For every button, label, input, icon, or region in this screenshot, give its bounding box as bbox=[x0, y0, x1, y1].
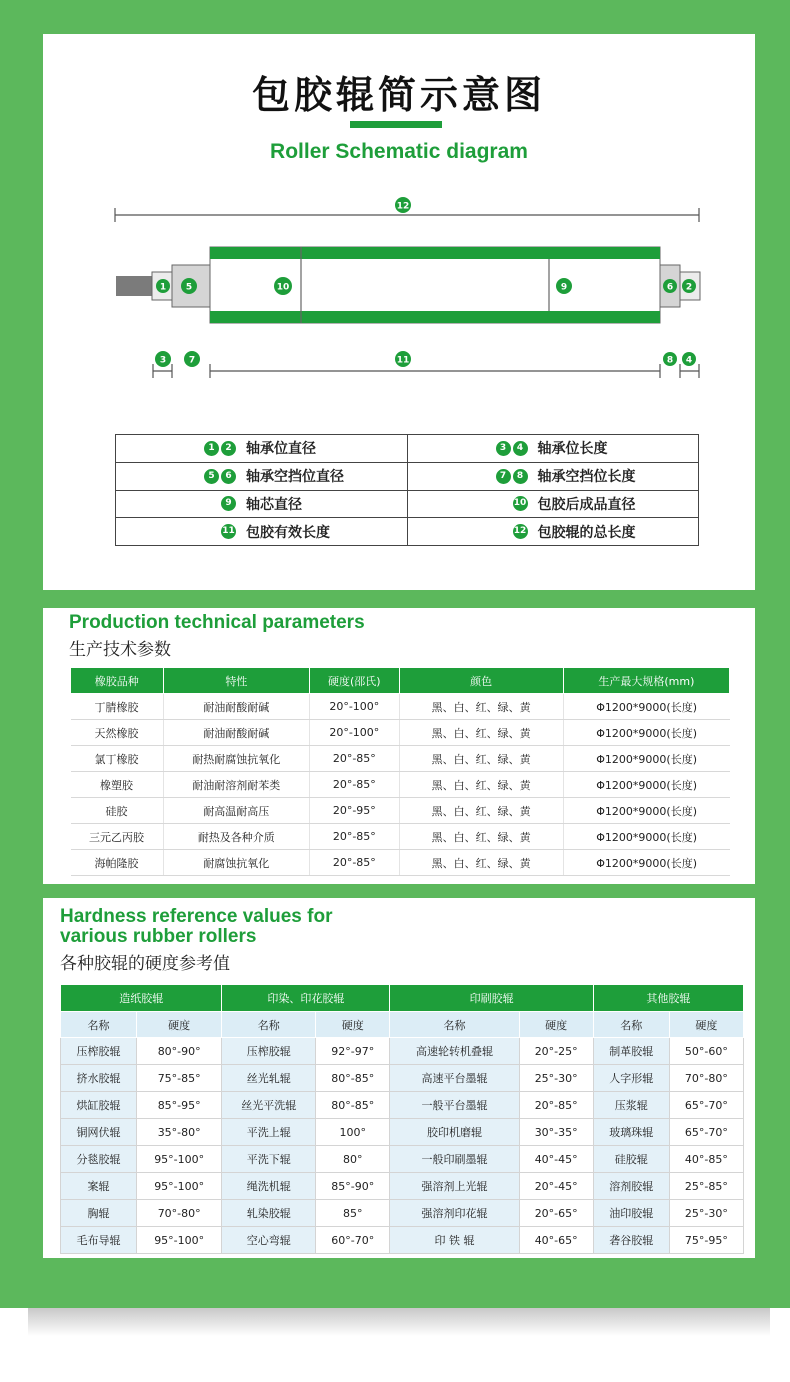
legend-numbers bbox=[116, 441, 246, 456]
hardness-value-cell: 40°-85° bbox=[669, 1146, 743, 1173]
parameters-cell: 耐油耐酸耐碱 bbox=[163, 720, 310, 746]
parameters-cell: 耐腐蚀抗氧化 bbox=[163, 850, 310, 876]
legend-cell bbox=[407, 435, 699, 463]
parameters-cell: 20°-85° bbox=[310, 850, 400, 876]
parameters-cell: Φ1200*9000(长度) bbox=[563, 824, 729, 850]
legend-number-badge: 4 bbox=[513, 441, 528, 456]
hardness-title-en-line1: Hardness reference values for bbox=[60, 906, 333, 927]
hardness-value-cell: 25°-85° bbox=[669, 1173, 743, 1200]
parameters-header-cell: 橡胶品种 bbox=[71, 668, 164, 694]
badge-11 bbox=[395, 351, 411, 367]
table-row bbox=[61, 1173, 744, 1200]
badge-5 bbox=[181, 278, 197, 294]
table-row bbox=[71, 798, 730, 824]
legend-item bbox=[408, 522, 699, 542]
svg-text:2: 2 bbox=[685, 282, 693, 293]
hardness-value-cell: 65°-70° bbox=[669, 1119, 743, 1146]
hardness-value-cell: 75°-95° bbox=[669, 1227, 743, 1254]
parameters-cell: 黑、白、红、绿、黄 bbox=[399, 694, 563, 720]
hardness-name-cell: 印 铁 辊 bbox=[390, 1227, 519, 1254]
legend-cell bbox=[116, 435, 408, 463]
badge-1 bbox=[156, 279, 170, 293]
hardness-name-cell: 丝光轧辊 bbox=[222, 1065, 316, 1092]
hardness-name-cell: 丝光平洗辊 bbox=[222, 1092, 316, 1119]
bottom-shadow bbox=[28, 1308, 770, 1336]
hardness-value-cell: 60°-70° bbox=[316, 1227, 390, 1254]
parameters-cell: 海帕隆胶 bbox=[71, 850, 164, 876]
hardness-value-cell: 95°-100° bbox=[136, 1173, 222, 1200]
table-row bbox=[71, 746, 730, 772]
legend-row bbox=[116, 518, 699, 546]
legend-number-badge: 11 bbox=[221, 524, 236, 539]
table-row bbox=[61, 1119, 744, 1146]
parameters-cell: 氯丁橡胶 bbox=[71, 746, 164, 772]
badge-8 bbox=[663, 352, 677, 366]
legend-number-badge: 12 bbox=[513, 524, 528, 539]
hardness-name-cell: 平洗下辊 bbox=[222, 1146, 316, 1173]
legend-text: 包胶后成品直径 bbox=[537, 496, 636, 513]
svg-text:9: 9 bbox=[560, 282, 568, 293]
parameters-header-cell: 特性 bbox=[163, 668, 310, 694]
hardness-group-header: 造纸胶辊 bbox=[61, 985, 222, 1012]
parameters-cell: 黑、白、红、绿、黄 bbox=[399, 720, 563, 746]
table-row bbox=[61, 1146, 744, 1173]
legend-numbers bbox=[408, 524, 538, 539]
parameters-cell: 20°-100° bbox=[310, 694, 400, 720]
hardness-value-cell: 65°-70° bbox=[669, 1092, 743, 1119]
legend-number-badge: 5 bbox=[204, 469, 219, 484]
badge-9 bbox=[556, 278, 572, 294]
hardness-name-cell: 高速轮转机叠辊 bbox=[390, 1038, 519, 1065]
parameters-cell: Φ1200*9000(长度) bbox=[563, 850, 729, 876]
parameters-cell: 耐高温耐高压 bbox=[163, 798, 310, 824]
table-row bbox=[61, 1200, 744, 1227]
hardness-value-cell: 20°-85° bbox=[519, 1092, 593, 1119]
legend-item bbox=[116, 438, 407, 458]
hardness-value-header: 硬度 bbox=[519, 1012, 593, 1038]
legend-cell bbox=[407, 490, 699, 518]
hardness-value-cell: 100° bbox=[316, 1119, 390, 1146]
legend-row bbox=[116, 462, 699, 490]
legend-item bbox=[116, 522, 407, 542]
parameters-card bbox=[43, 608, 755, 884]
hardness-name-cell: 轧染胶辊 bbox=[222, 1200, 316, 1227]
hardness-title-cn: 各种胶辊的硬度参考值 bbox=[60, 954, 230, 974]
parameters-cell: Φ1200*9000(长度) bbox=[563, 772, 729, 798]
parameters-cell: Φ1200*9000(长度) bbox=[563, 746, 729, 772]
legend-cell bbox=[116, 490, 408, 518]
hardness-value-cell: 35°-80° bbox=[136, 1119, 222, 1146]
badge-2 bbox=[682, 279, 696, 293]
hardness-value-cell: 85°-90° bbox=[316, 1173, 390, 1200]
hardness-name-cell: 毛布导辊 bbox=[61, 1227, 137, 1254]
hardness-value-cell: 80°-85° bbox=[316, 1065, 390, 1092]
hardness-name-cell: 空心弯辊 bbox=[222, 1227, 316, 1254]
legend-text: 轴承位直径 bbox=[246, 441, 316, 458]
hardness-name-cell: 强溶剂上光辊 bbox=[390, 1173, 519, 1200]
badge-6 bbox=[663, 279, 677, 293]
parameters-cell: 耐热及各种介质 bbox=[163, 824, 310, 850]
parameters-cell: 20°-95° bbox=[310, 798, 400, 824]
legend-item bbox=[408, 494, 699, 514]
hardness-name-header: 名称 bbox=[61, 1012, 137, 1038]
hardness-name-cell: 烘缸胶辊 bbox=[61, 1092, 137, 1119]
parameters-cell: 黑、白、红、绿、黄 bbox=[399, 850, 563, 876]
hardness-value-cell: 40°-65° bbox=[519, 1227, 593, 1254]
parameters-cell: 20°-85° bbox=[310, 772, 400, 798]
badge-4 bbox=[682, 352, 696, 366]
hardness-table bbox=[60, 984, 744, 1254]
parameters-cell: 丁腈橡胶 bbox=[71, 694, 164, 720]
parameters-cell: 20°-85° bbox=[310, 824, 400, 850]
hardness-name-cell: 平洗上辊 bbox=[222, 1119, 316, 1146]
hardness-value-cell: 30°-35° bbox=[519, 1119, 593, 1146]
hardness-name-cell: 胸辊 bbox=[61, 1200, 137, 1227]
hardness-title-en-line2: various rubber rollers bbox=[60, 926, 257, 947]
hardness-name-cell: 绳洗机辊 bbox=[222, 1173, 316, 1200]
parameters-cell: 硅胶 bbox=[71, 798, 164, 824]
hardness-value-cell: 40°-45° bbox=[519, 1146, 593, 1173]
legend-cell bbox=[116, 518, 408, 546]
svg-text:11: 11 bbox=[396, 355, 410, 366]
hardness-name-cell: 溶剂胶辊 bbox=[593, 1173, 669, 1200]
legend-numbers bbox=[116, 524, 246, 539]
legend-numbers bbox=[408, 496, 538, 511]
hardness-name-cell: 硅胶辊 bbox=[593, 1146, 669, 1173]
parameters-cell: 耐油耐酸耐碱 bbox=[163, 694, 310, 720]
table-row bbox=[61, 1038, 744, 1065]
hardness-value-cell: 75°-85° bbox=[136, 1065, 222, 1092]
legend-numbers bbox=[116, 469, 246, 484]
svg-text:5: 5 bbox=[185, 282, 193, 293]
hardness-name-cell: 人字形辊 bbox=[593, 1065, 669, 1092]
parameters-cell: 耐油耐溶剂耐苯类 bbox=[163, 772, 310, 798]
legend-item bbox=[408, 438, 699, 458]
hardness-name-cell: 一般印刷墨辊 bbox=[390, 1146, 519, 1173]
dimension-bottom bbox=[153, 364, 699, 378]
parameters-cell: 20°-100° bbox=[310, 720, 400, 746]
hardness-value-cell: 20°-45° bbox=[519, 1173, 593, 1200]
svg-text:7: 7 bbox=[188, 355, 196, 366]
hardness-value-cell: 95°-100° bbox=[136, 1146, 222, 1173]
hardness-value-cell: 80° bbox=[316, 1146, 390, 1173]
legend-numbers bbox=[408, 469, 538, 484]
hardness-name-header: 名称 bbox=[222, 1012, 316, 1038]
parameters-cell: 耐热耐腐蚀抗氧化 bbox=[163, 746, 310, 772]
hardness-name-cell: 油印胶辊 bbox=[593, 1200, 669, 1227]
parameters-cell: 20°-85° bbox=[310, 746, 400, 772]
hardness-value-cell: 70°-80° bbox=[136, 1200, 222, 1227]
hardness-name-cell: 挤水胶辊 bbox=[61, 1065, 137, 1092]
legend-text: 轴承位长度 bbox=[537, 441, 608, 458]
legend-text: 轴芯直径 bbox=[246, 496, 302, 513]
legend-number-badge: 6 bbox=[221, 469, 236, 484]
svg-text:3: 3 bbox=[159, 355, 167, 366]
hardness-value-cell: 25°-30° bbox=[519, 1065, 593, 1092]
parameters-cell: 黑、白、红、绿、黄 bbox=[399, 746, 563, 772]
hardness-name-cell: 案辊 bbox=[61, 1173, 137, 1200]
hardness-name-cell: 砻谷胶辊 bbox=[593, 1227, 669, 1254]
legend-cell bbox=[407, 518, 699, 546]
svg-text:12: 12 bbox=[396, 201, 410, 212]
hardness-value-cell: 50°-60° bbox=[669, 1038, 743, 1065]
svg-text:1: 1 bbox=[159, 282, 167, 293]
hardness-value-cell: 85° bbox=[316, 1200, 390, 1227]
parameters-cell: 黑、白、红、绿、黄 bbox=[399, 798, 563, 824]
hardness-group-header: 印刷胶辊 bbox=[390, 985, 593, 1012]
hardness-value-cell: 95°-100° bbox=[136, 1227, 222, 1254]
legend-cell bbox=[116, 462, 408, 490]
legend-text: 轴承空挡位直径 bbox=[246, 469, 344, 486]
legend-numbers bbox=[116, 496, 246, 511]
parameters-cell: Φ1200*9000(长度) bbox=[563, 694, 729, 720]
badge-12 bbox=[395, 197, 411, 213]
rubber-coating-top bbox=[210, 247, 660, 259]
hardness-value-header: 硬度 bbox=[316, 1012, 390, 1038]
legend-number-badge: 3 bbox=[496, 441, 511, 456]
hardness-value-cell: 25°-30° bbox=[669, 1200, 743, 1227]
parameters-title-en: Production technical parameters bbox=[69, 612, 365, 633]
table-row bbox=[71, 694, 730, 720]
hardness-value-header: 硬度 bbox=[136, 1012, 222, 1038]
legend-text: 包胶有效长度 bbox=[246, 524, 330, 541]
hardness-name-cell: 玻璃珠辊 bbox=[593, 1119, 669, 1146]
hardness-name-cell: 压榨胶辊 bbox=[222, 1038, 316, 1065]
table-row bbox=[71, 824, 730, 850]
badge-7 bbox=[184, 351, 200, 367]
hardness-group-header: 印染、印花胶辊 bbox=[222, 985, 390, 1012]
hardness-name-cell: 强溶剂印花辊 bbox=[390, 1200, 519, 1227]
parameters-cell: 黑、白、红、绿、黄 bbox=[399, 772, 563, 798]
hardness-value-cell: 92°-97° bbox=[316, 1038, 390, 1065]
parameters-header-cell: 硬度(邵氏) bbox=[310, 668, 400, 694]
parameters-title-cn: 生产技术参数 bbox=[69, 640, 171, 660]
hardness-group-header: 其他胶辊 bbox=[593, 985, 743, 1012]
legend-number-badge: 1 bbox=[204, 441, 219, 456]
table-row bbox=[71, 720, 730, 746]
parameters-cell: Φ1200*9000(长度) bbox=[563, 720, 729, 746]
parameters-cell: 黑、白、红、绿、黄 bbox=[399, 824, 563, 850]
hardness-value-cell: 80°-85° bbox=[316, 1092, 390, 1119]
legend-text: 包胶辊的总长度 bbox=[537, 524, 636, 541]
svg-text:10: 10 bbox=[276, 282, 290, 293]
hardness-name-cell: 压榨胶辊 bbox=[61, 1038, 137, 1065]
legend-item bbox=[116, 466, 407, 486]
hardness-value-cell: 70°-80° bbox=[669, 1065, 743, 1092]
hardness-name-cell: 一般平台墨辊 bbox=[390, 1092, 519, 1119]
svg-text:4: 4 bbox=[685, 355, 693, 366]
hardness-name-cell: 分毯胶辊 bbox=[61, 1146, 137, 1173]
legend-row bbox=[116, 490, 699, 518]
hardness-card bbox=[43, 898, 755, 1258]
legend-text: 轴承空挡位长度 bbox=[537, 469, 636, 486]
hardness-value-cell: 20°-25° bbox=[519, 1038, 593, 1065]
hardness-value-header: 硬度 bbox=[669, 1012, 743, 1038]
svg-text:8: 8 bbox=[666, 355, 674, 366]
parameters-cell: 三元乙丙胶 bbox=[71, 824, 164, 850]
legend-number-badge: 10 bbox=[513, 496, 528, 511]
parameters-header-cell: 颜色 bbox=[399, 668, 563, 694]
legend-item bbox=[116, 494, 407, 514]
hardness-name-cell: 高速平台墨辊 bbox=[390, 1065, 519, 1092]
parameters-table bbox=[70, 667, 730, 876]
hardness-name-header: 名称 bbox=[390, 1012, 519, 1038]
legend-number-badge: 9 bbox=[221, 496, 236, 511]
hardness-value-cell: 85°-95° bbox=[136, 1092, 222, 1119]
badge-3 bbox=[155, 351, 171, 367]
legend-number-badge: 8 bbox=[513, 469, 528, 484]
parameters-cell: 天然橡胶 bbox=[71, 720, 164, 746]
table-row bbox=[61, 1092, 744, 1119]
parameters-cell: 橡塑胶 bbox=[71, 772, 164, 798]
legend-number-badge: 2 bbox=[221, 441, 236, 456]
legend-row bbox=[116, 435, 699, 463]
table-row bbox=[71, 850, 730, 876]
table-row bbox=[71, 772, 730, 798]
hardness-name-cell: 铜网伏辊 bbox=[61, 1119, 137, 1146]
diagram-title-en: Roller Schematic diagram bbox=[270, 140, 528, 163]
hardness-name-cell: 制革胶辊 bbox=[593, 1038, 669, 1065]
rubber-coating-bottom bbox=[210, 311, 660, 323]
legend-numbers bbox=[408, 441, 538, 456]
schematic-card bbox=[43, 34, 755, 590]
svg-text:6: 6 bbox=[666, 282, 674, 293]
legend-number-badge: 7 bbox=[496, 469, 511, 484]
diagram-title-cn: 包胶辊简示意图 bbox=[251, 73, 546, 117]
parameters-cell: Φ1200*9000(长度) bbox=[563, 798, 729, 824]
badge-10 bbox=[274, 277, 292, 295]
table-row bbox=[61, 1227, 744, 1254]
hardness-value-cell: 80°-90° bbox=[136, 1038, 222, 1065]
diagram-legend bbox=[115, 434, 699, 546]
hardness-value-cell: 20°-65° bbox=[519, 1200, 593, 1227]
parameters-header-cell: 生产最大规格(mm) bbox=[563, 668, 729, 694]
hardness-name-header: 名称 bbox=[593, 1012, 669, 1038]
legend-cell bbox=[407, 462, 699, 490]
legend-item bbox=[408, 466, 699, 486]
hardness-name-cell: 胶印机磨辊 bbox=[390, 1119, 519, 1146]
table-row bbox=[61, 1065, 744, 1092]
left-shaft bbox=[116, 276, 154, 296]
hardness-name-cell: 压浆辊 bbox=[593, 1092, 669, 1119]
